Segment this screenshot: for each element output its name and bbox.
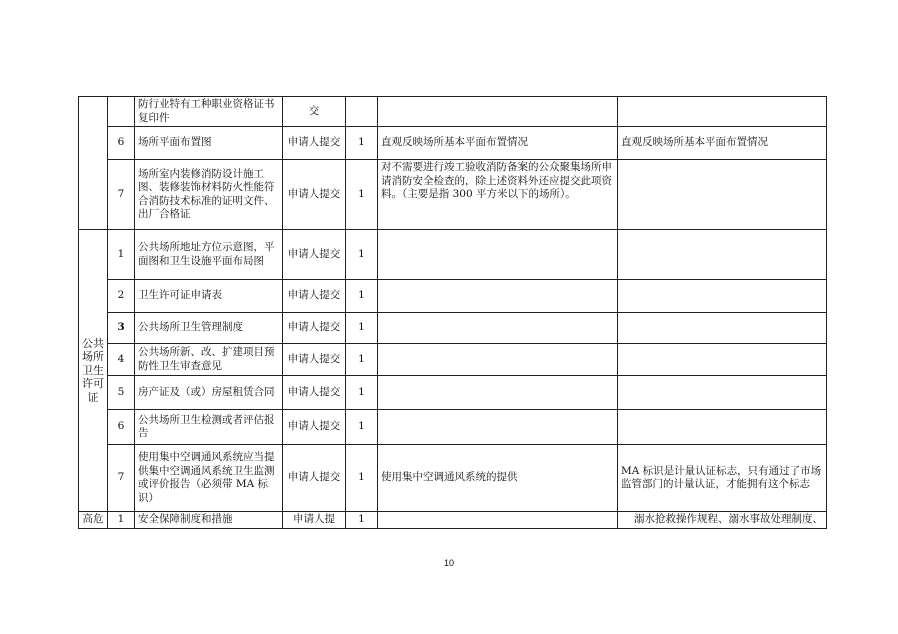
section-cell-previous bbox=[79, 97, 108, 230]
material-note: 溺水抢救操作规程、溺水事故处理制度、 bbox=[618, 512, 827, 529]
section-label-high-risk: 高危 bbox=[79, 512, 108, 529]
material-qty: 1 bbox=[346, 344, 378, 376]
row-number bbox=[108, 97, 135, 127]
material-note bbox=[618, 97, 827, 127]
material-name: 卫生许可证申请表 bbox=[135, 280, 283, 313]
row-number: 1 bbox=[108, 230, 135, 280]
material-source: 申请人提交 bbox=[283, 376, 346, 410]
material-requirement bbox=[378, 230, 618, 280]
row-number: 7 bbox=[108, 445, 135, 512]
material-requirement bbox=[378, 313, 618, 344]
material-qty: 1 bbox=[346, 127, 378, 160]
material-name: 场所室内装修消防设计施工图、装修装饰材料防火性能符合消防技术标准的证明文件、出厂合格证 bbox=[135, 160, 283, 230]
material-name: 公共场所新、改、扩建项目预防性卫生审查意见 bbox=[135, 344, 283, 376]
material-note bbox=[618, 230, 827, 280]
material-requirement bbox=[378, 512, 618, 529]
material-note bbox=[618, 160, 827, 230]
material-source: 申请人提交 bbox=[283, 344, 346, 376]
material-note bbox=[618, 280, 827, 313]
material-source: 申请人提交 bbox=[283, 127, 346, 160]
row-number: 2 bbox=[108, 280, 135, 313]
table-row bbox=[79, 512, 827, 529]
material-requirement bbox=[378, 280, 618, 313]
table-row bbox=[79, 376, 827, 410]
material-qty: 1 bbox=[346, 445, 378, 512]
material-qty: 1 bbox=[346, 512, 378, 529]
material-name: 场所平面布置图 bbox=[135, 127, 283, 160]
row-number: 6 bbox=[108, 410, 135, 445]
material-requirement bbox=[378, 410, 618, 445]
material-source: 交 bbox=[283, 97, 346, 127]
table-row bbox=[79, 127, 827, 160]
material-requirement bbox=[378, 344, 618, 376]
material-name: 防行业特有工种职业资格证书复印件 bbox=[135, 97, 283, 127]
material-qty: 1 bbox=[346, 376, 378, 410]
material-requirement bbox=[378, 376, 618, 410]
material-note bbox=[618, 344, 827, 376]
material-source: 申请人提交 bbox=[283, 313, 346, 344]
material-qty: 1 bbox=[346, 160, 378, 230]
material-source: 申请人提交 bbox=[283, 445, 346, 512]
material-note bbox=[618, 410, 827, 445]
table-row bbox=[79, 230, 827, 280]
table-row bbox=[79, 313, 827, 344]
material-requirement: 使用集中空调通风系统的提供 bbox=[378, 445, 618, 512]
material-qty bbox=[346, 97, 378, 127]
material-source: 申请人提交 bbox=[283, 280, 346, 313]
row-number: 5 bbox=[108, 376, 135, 410]
requirements-table bbox=[78, 96, 827, 529]
material-requirement: 直观反映场所基本平面布置情况 bbox=[378, 127, 618, 160]
material-note: MA 标识是计量认证标志，只有通过了市场监管部门的计量认证，才能拥有这个标志 bbox=[618, 445, 827, 512]
table-row bbox=[79, 344, 827, 376]
row-number: 4 bbox=[108, 344, 135, 376]
row-number: 7 bbox=[108, 160, 135, 230]
material-name: 公共场所地址方位示意图，平面图和卫生设施平面布局图 bbox=[135, 230, 283, 280]
material-qty: 1 bbox=[346, 230, 378, 280]
table-row bbox=[79, 410, 827, 445]
material-qty: 1 bbox=[346, 313, 378, 344]
material-note bbox=[618, 376, 827, 410]
material-source: 申请人提交 bbox=[283, 160, 346, 230]
table-row bbox=[79, 280, 827, 313]
material-name: 房产证及（或）房屋租赁合同 bbox=[135, 376, 283, 410]
material-note: 直观反映场所基本平面布置情况 bbox=[618, 127, 827, 160]
material-requirement bbox=[378, 97, 618, 127]
material-qty: 1 bbox=[346, 280, 378, 313]
material-name: 使用集中空调通风系统应当提供集中空调通风系统卫生监测或评价报告（必须带 MA 标识） bbox=[135, 445, 283, 512]
material-source: 申请人提 bbox=[283, 512, 346, 529]
material-source: 申请人提交 bbox=[283, 230, 346, 280]
page-number: 10 bbox=[443, 558, 454, 568]
row-number: 3 bbox=[108, 313, 135, 344]
material-note bbox=[618, 313, 827, 344]
table-row bbox=[79, 160, 827, 230]
material-name: 公共场所卫生管理制度 bbox=[135, 313, 283, 344]
material-qty: 1 bbox=[346, 410, 378, 445]
material-name: 公共场所卫生检测或者评估报告 bbox=[135, 410, 283, 445]
table-row bbox=[79, 97, 827, 127]
row-number: 1 bbox=[108, 512, 135, 529]
material-source: 申请人提交 bbox=[283, 410, 346, 445]
table-row bbox=[79, 445, 827, 512]
section-label-health-permit: 公共场所卫生许可证 bbox=[79, 230, 108, 512]
material-requirement: 对不需要进行竣工验收消防备案的公众聚集场所申请消防安全检查的，除上述资料外还应提交此项资料。（主要是指 300 平方米以下的场所）。 bbox=[378, 160, 618, 230]
row-number: 6 bbox=[108, 127, 135, 160]
material-name: 安全保障制度和措施 bbox=[135, 512, 283, 529]
